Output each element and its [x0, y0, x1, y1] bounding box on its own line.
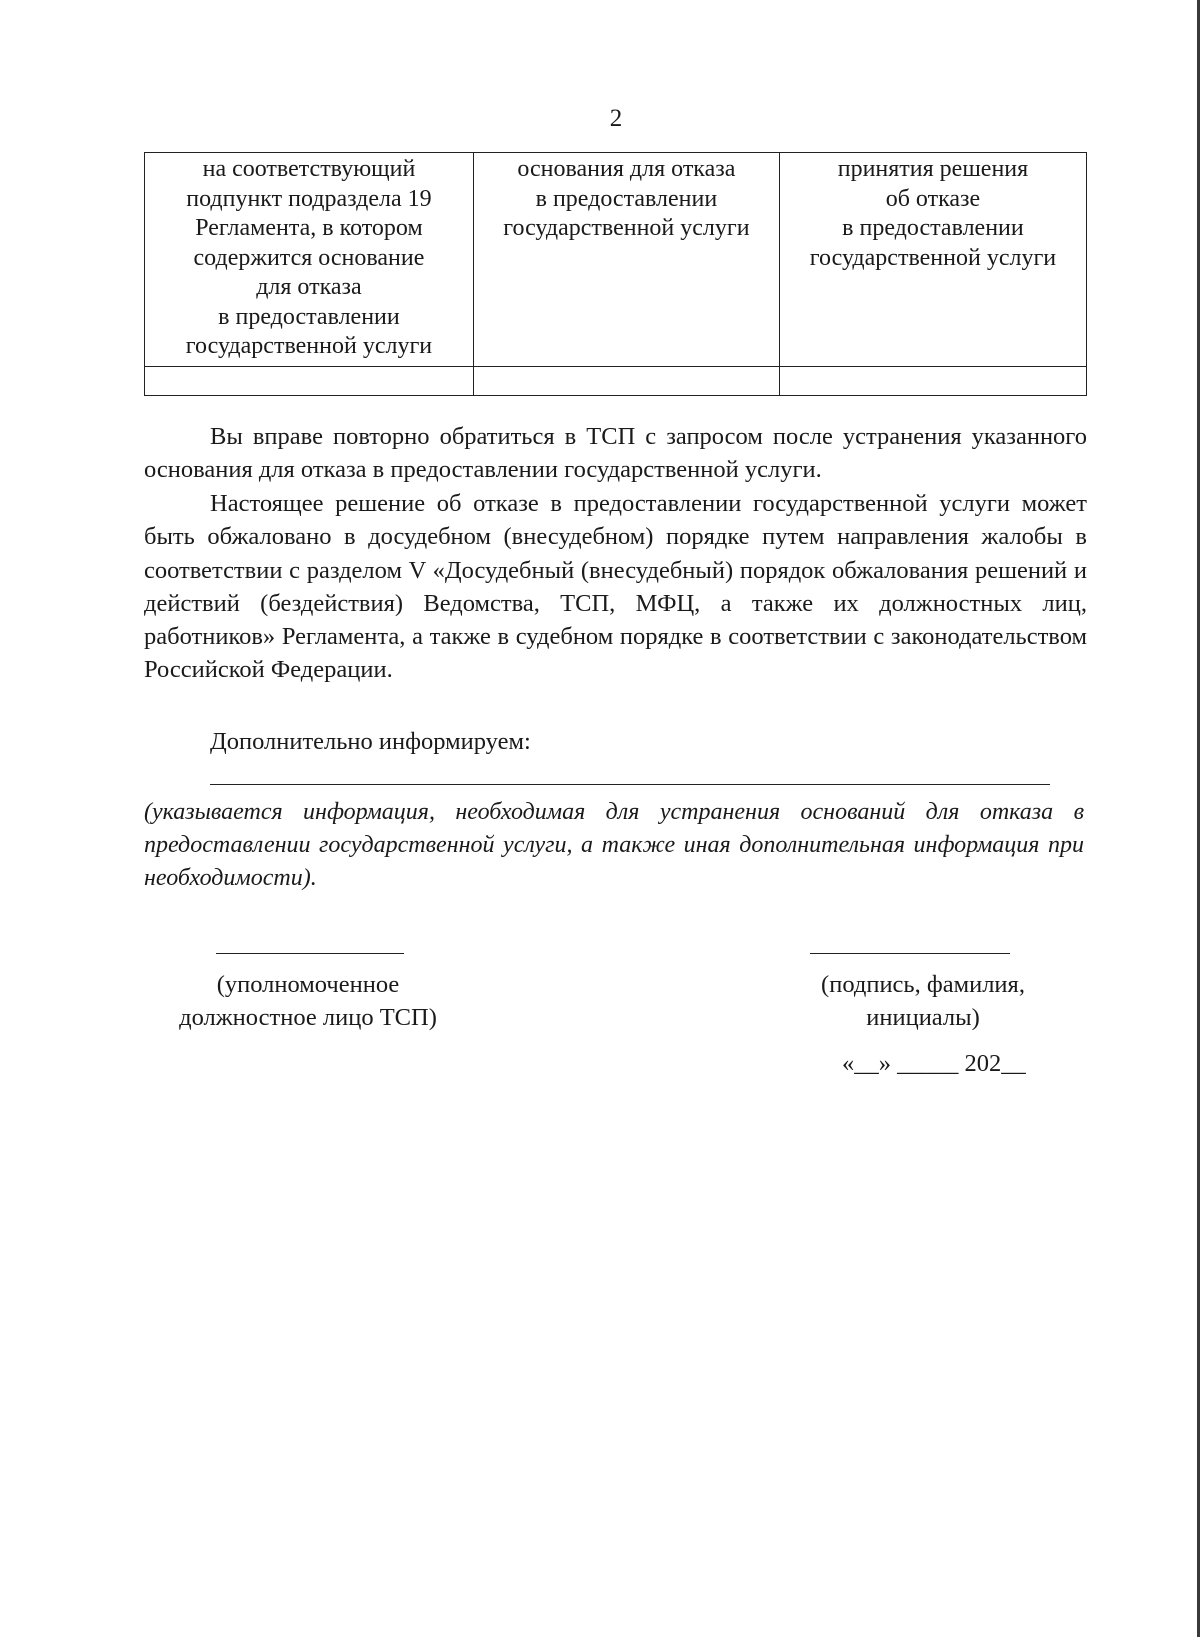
appeal-paragraph: [144, 487, 1087, 687]
table-cell: [145, 153, 474, 367]
table-row: [145, 153, 1087, 367]
additional-info-label: Дополнительно информируем:: [210, 728, 531, 755]
refusal-grounds-table: [144, 152, 1087, 396]
additional-info-hint: (указывается информация, необходимая для устранения оснований для отказа в предоставлении государственной услуги, а также иная дополнительная информация при необходимости).: [144, 799, 1084, 891]
page-number: 2: [609, 105, 623, 132]
paragraph-text: Настоящее решение об отказе в предоставлении государственной услуги может быть обжаловано в досудебном (внесудебном) порядке путем направления жалобы в соответствии с разделом V «Досудебный (внесудебный) порядок обжалования решений и действий (бездействия) Ведомства, ТСП, МФЦ, а также их должностных лиц, работников» Регламента, а также в судебном порядке в соответствии с законодательством Российской Федерации.: [144, 490, 1087, 684]
table-cell: [473, 366, 779, 395]
table-row: [145, 366, 1087, 395]
signature-caption: (подпись, фамилия, инициалы): [821, 971, 1025, 1031]
table-cell: [145, 366, 474, 395]
name-signature-line: [810, 953, 1010, 954]
official-signature-line: [216, 953, 404, 954]
cell-text: основания для отказа в предоставлении государственной услуги: [503, 156, 750, 241]
reapply-paragraph: [144, 420, 1087, 487]
date-line: «__» _____ 202__: [842, 1050, 1026, 1077]
additional-info-fill-line: [210, 784, 1050, 785]
table-cell: [473, 153, 779, 367]
cell-text: принятия решения об отказе в предоставлении государственной услуги: [809, 156, 1057, 271]
official-caption: (уполномоченное должностное лицо ТСП): [179, 971, 437, 1031]
table-cell: [779, 153, 1086, 367]
paragraph-text: Вы вправе повторно обратиться в ТСП с запросом после устранения указанного основания для отказа в предоставлении государственной услуги.: [144, 423, 1087, 484]
cell-text: на соответствующий подпункт подраздела 19 Регламента, в котором содержится основание для отказа в предоставлении государственной услуги: [185, 156, 433, 359]
table-cell: [779, 366, 1086, 395]
